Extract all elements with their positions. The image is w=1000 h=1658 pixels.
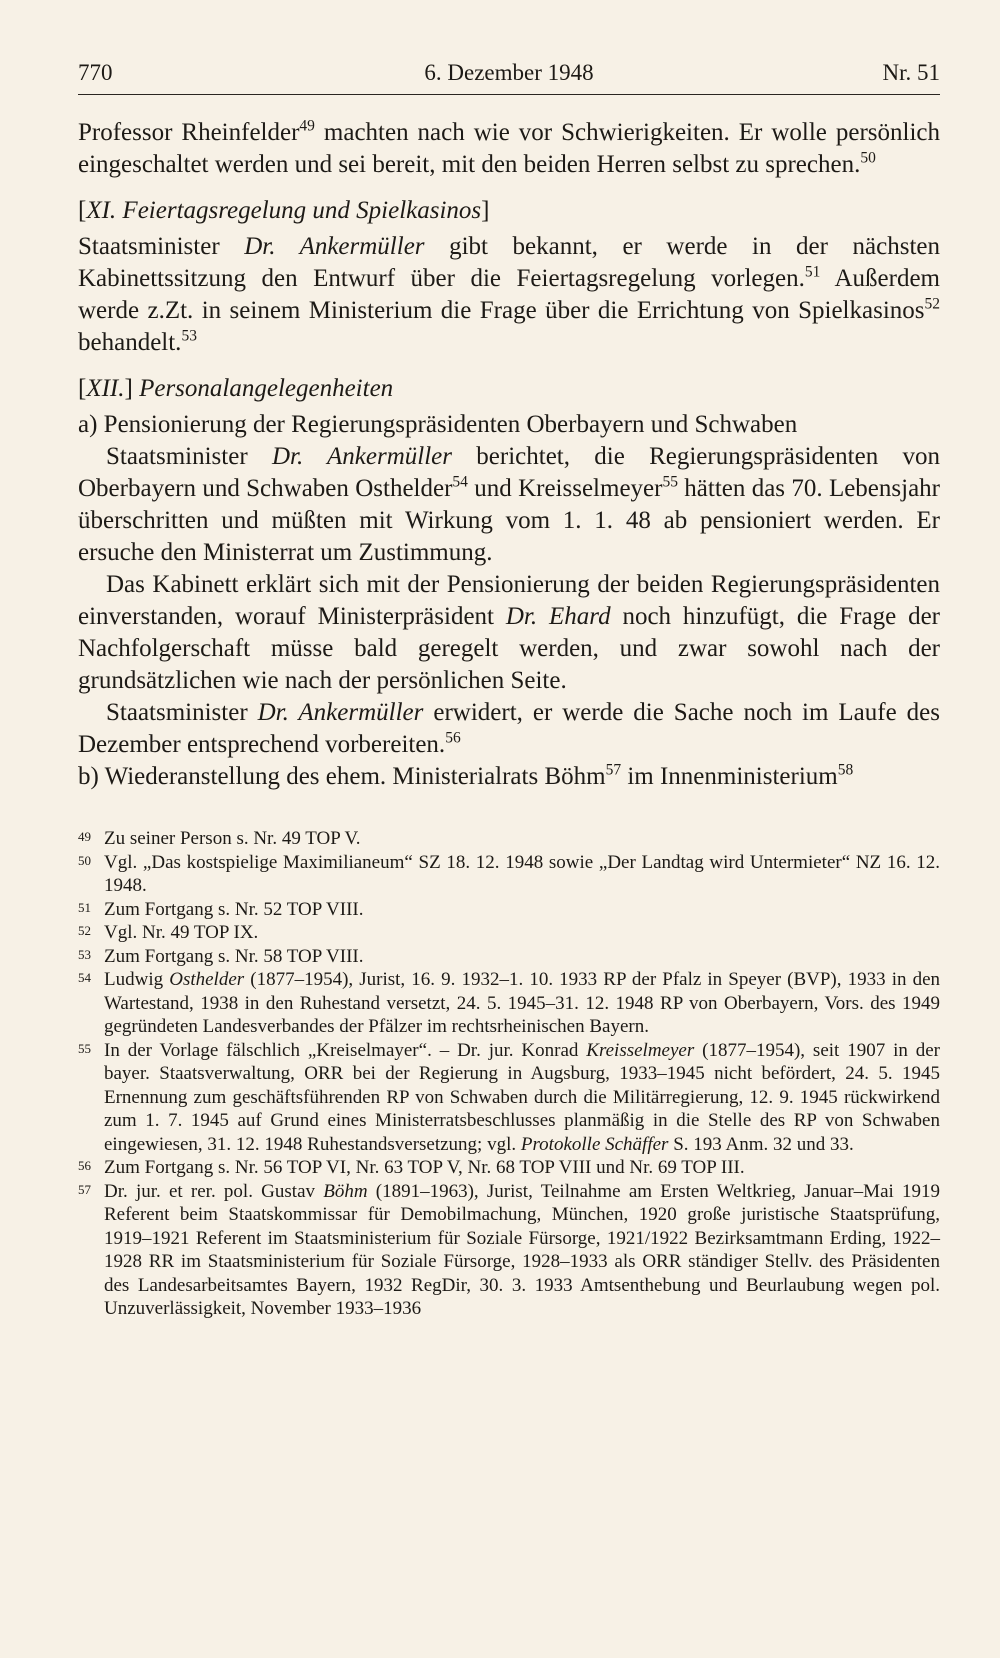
subheading-a: a) Pensionierung der Regierungspräsidenten Oberbayern und Schwaben xyxy=(78,411,798,438)
person-name: Dr. Ankermüller xyxy=(257,699,424,726)
paragraph-feiertag: Staatsminister Dr. Ankermüller gibt bekannt, er werde in der nächsten Kabinettssitzung den Entwurf über die Feiertagsregelung vorlegen.$^{51}$ Außerdem werde z.Zt. in seinem Ministerium die Frage über die Errichtung von Spielkasinos$^{52}$ behandelt.$^{53}$ xyxy=(78,233,941,356)
footnote-56: 56 Zum Fortgang s. Nr. 56 TOP VI, Nr. 63 TOP V, Nr. 68 TOP VIII und Nr. 69 TOP III. xyxy=(78,1157,745,1178)
footnote-55: 55 In der Vorlage fälschlich „Kreiselmayer“. – Dr. jur. Konrad Kreisselmeyer (1877–1954), seit 1907 in der bayer. Staatsverwaltung, ORR bei der Regierung in Augsburg, 1933–1945 nicht befördert, 24. 5. 1945 Ernennung zum geschäftsführenden RP von Schwaben durch die Militärregierung, 12. 9. 1945 rückwirkend zum 1. 7. 1945 auf Grund eines Ministerratsbeschlusses planmäßig in die Stelle des RP von Schwaben eingewiesen, 31. 12. 1948 Ruhestandsversetzung; vgl. Protokolle Schäffer S. 193 Anm. 32 und 33. xyxy=(78,1039,940,1155)
person-name: Kreisselmeyer xyxy=(586,1039,695,1061)
person-name: Dr. Ankermüller xyxy=(244,233,425,260)
page-number: 770 xyxy=(78,60,113,85)
paragraph-erwidert: Staatsminister Dr. Ankermüller erwidert, er werde die Sache noch im Laufe des Dezember entsprechend vorbereiten.$^{56}$ xyxy=(78,699,940,758)
paragraph-kabinett: Das Kabinett erklärt sich mit der Pensionierung der beiden Regierungspräsidenten einverstanden, worauf Ministerpräsident Dr. Ehard noch hinzufügt, die Frage der Nachfolgerschaft müsse bald geregelt werden, und zwar sowohl nach der grundsätzlichen wie nach der persönlichen Seite. xyxy=(78,571,940,694)
document-number: Nr. 51 xyxy=(882,60,940,85)
footnote-57: 57 Dr. jur. et rer. pol. Gustav Böhm (1891–1963), Jurist, Teilnahme am Ersten Weltkrieg, Januar–Mai 1919 Referent beim Staatskommissar für Demobilmachung, München, 1920 große juristische Staatsprüfung, 1919–1921 Referent im Staatsministerium für Soziale Fürsorge, 1921/1922 Bezirksamtmann Erding, 1922–1928 RR im Staatsministerium für Soziale Fürsorge, 1928–1933 als ORR ständiger Stellv. des Präsidenten des Landesarbeitsamtes Bayern, 1932 RegDir, 30. 3. 1933 Amtsenthebung und Beurlaubung wegen pol. Unzuverlässigkeit, November 1933–1936 xyxy=(78,1180,940,1319)
person-name: Böhm xyxy=(323,1180,368,1202)
person-name: Osthelder xyxy=(169,969,245,990)
footnote-ref-50: 50 xyxy=(860,149,876,167)
footnote-ref-54: 54 xyxy=(452,473,468,491)
section-heading-xi: [XI. Feiertagsregelung und Spielkasinos] xyxy=(78,197,490,224)
footnote-53: 53 Zum Fortgang s. Nr. 58 TOP VIII. xyxy=(78,945,364,967)
footnote-ref-57: 57 xyxy=(605,761,622,779)
footnote-54: 54 Ludwig Osthelder (1877–1954), Jurist, 16. 9. 1932–1. 10. 1933 RP der Pfalz in Speyer (BVP), 1933 in den Wartestand, 1938 in den Ruhestand versetzt, 24. 5. 1945–31. 12. 1948 RP von Oberbayern, Vors. des 1949 gegründeten Landesverbandes der Pfälzer im rechtsrheinischen Bayern. xyxy=(78,969,941,1037)
person-name: Dr. Ankermüller xyxy=(271,443,452,470)
footnote-ref-51: 51 xyxy=(804,263,821,281)
publication-title: Protokolle Schäffer xyxy=(520,1133,669,1155)
footnote-52: 52 Vgl. Nr. 49 TOP IX. xyxy=(78,922,259,943)
main-text xyxy=(78,117,940,793)
paragraph-pensionierung: Staatsminister Dr. Ankermüller berichtet, die Regierungspräsidenten von Oberbayern und Schwaben Osthelder$^{54}$ und Kreisselmeyer$^{55}$ hätten das 70. Lebensjahr überschritten und müßten mit Wirkung vom 1. 1. 48 ab pensioniert werden. Er ersuche den Ministerrat um Zustimmung. xyxy=(78,443,940,566)
footnote-50: 50 Vgl. „Das kostspielige Maximilianeum“ SZ 18. 12. 1948 sowie „Der Landtag wird Untermieter“ NZ 16. 12. 1948. xyxy=(78,851,940,896)
page xyxy=(78,58,940,1321)
person-name: Dr. Ehard xyxy=(505,603,611,630)
footnote-ref-55: 55 xyxy=(662,473,678,491)
footnote-ref-56: 56 xyxy=(445,729,461,747)
subheading-b: b) Wiederanstellung des ehem. Ministerialrats Böhm$^{57}$ im Innenministerium$^{58}$ xyxy=(78,761,854,790)
footnote-ref-53: 53 xyxy=(181,327,197,345)
footnote-51: 51 Zum Fortgang s. Nr. 52 TOP VIII. xyxy=(78,898,364,920)
paragraph-rheinfelder: Professor Rheinfelder$^{49}$ machten nach wie vor Schwierigkeiten. Er wolle persönlich eingeschaltet werden und sei bereit, mit den beiden Herren selbst zu sprechen.$^{50}$ xyxy=(78,117,940,178)
header-date: 6. Dezember 1948 xyxy=(424,60,594,85)
section-heading-xii: [XII.] Personalangelegenheiten xyxy=(78,375,394,402)
footnotes xyxy=(78,827,940,1321)
footnote-49: 49 Zu seiner Person s. Nr. 49 TOP V. xyxy=(78,828,361,849)
footnote-ref-49: 49 xyxy=(299,117,315,135)
footnote-ref-52: 52 xyxy=(924,295,940,313)
footnote-ref-58: 58 xyxy=(837,761,854,779)
running-header xyxy=(78,58,940,95)
